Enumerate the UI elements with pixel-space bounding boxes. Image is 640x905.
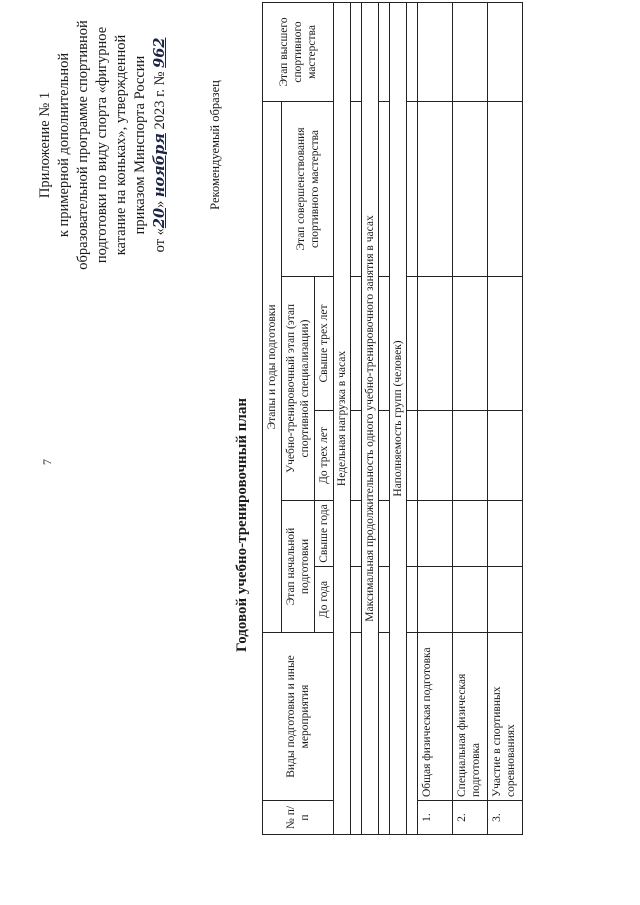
- header-stages-and-years: Этапы и годы подготовки: [263, 101, 282, 632]
- header-number: № п/п: [263, 801, 334, 835]
- max-duration-values-row: [379, 2, 390, 834]
- max-duration-label: Максимальная продолжительность одного учебно-тренировочного занятия в часах: [362, 2, 379, 834]
- weekly-load-label: Недельная нагрузка в часах: [334, 2, 351, 834]
- table-row: [453, 2, 488, 834]
- weekly-load-label-row: [334, 2, 351, 834]
- recommended-sample-label: Рекомендуемый образец: [208, 80, 222, 210]
- approval-line: катание на коньках», утвержденной: [113, 34, 129, 256]
- header-improvement-stage: Этап совершенствования спортивного мастерства: [282, 101, 334, 276]
- group-size-label: Наполняемость групп (человек): [390, 2, 407, 834]
- weekly-load-values-row: [351, 2, 362, 834]
- header-highest-mastery: Этап высшего спортивного мастерства: [263, 2, 334, 101]
- header-initial-upto-year: До года: [315, 567, 334, 633]
- header-activities: Виды подготовки и иные мероприятия: [263, 633, 334, 801]
- table-row: [418, 2, 453, 834]
- row-activity: Общая физическая подготовка: [418, 633, 453, 801]
- header-training-upto-three: До трех лет: [315, 411, 334, 501]
- approval-line: Приложение № 1: [37, 91, 53, 199]
- row-activity: Участие в спортивных соревнованиях: [488, 633, 523, 801]
- date-day-handwritten: 20: [151, 207, 168, 229]
- approval-line: приказом Минспорта России: [132, 55, 148, 235]
- approval-line: подготовки по виду спорта «фигурное: [94, 26, 110, 264]
- header-training-stage: Учебно-тренировочный этап (этап спортивной специализации): [282, 277, 315, 501]
- date-separator: »: [152, 200, 168, 208]
- approval-line: к примерной дополнительной: [56, 52, 72, 238]
- date-year: 2023 г. №: [152, 71, 168, 130]
- date-month-handwritten: ноября: [151, 133, 168, 198]
- table-row: [488, 2, 523, 834]
- date-prefix: от «: [152, 228, 168, 253]
- group-size-label-row: [390, 2, 407, 834]
- row-number: 1.: [418, 801, 453, 835]
- header-initial-over-year: Свыше года: [315, 501, 334, 567]
- row-number: 2.: [453, 801, 488, 835]
- row-number: 3.: [488, 801, 523, 835]
- order-number-handwritten: 962: [151, 37, 168, 68]
- group-size-values-row: [407, 2, 418, 834]
- approval-line: образовательной программе спортивной: [75, 20, 91, 270]
- header-training-over-three: Свыше трех лет: [315, 277, 334, 411]
- approval-date-line: [150, 10, 170, 280]
- page-number: 7: [40, 459, 54, 465]
- plan-title: Годовой учебно-тренировочный план: [234, 398, 250, 652]
- approval-block: [36, 10, 170, 280]
- header-row-stages: [263, 2, 282, 834]
- row-activity: Специальная физическая подготовка: [453, 633, 488, 801]
- header-initial-stage: Этап начальной подготовки: [282, 501, 315, 633]
- annual-training-plan-table: [262, 2, 523, 835]
- max-duration-label-row: [362, 2, 379, 834]
